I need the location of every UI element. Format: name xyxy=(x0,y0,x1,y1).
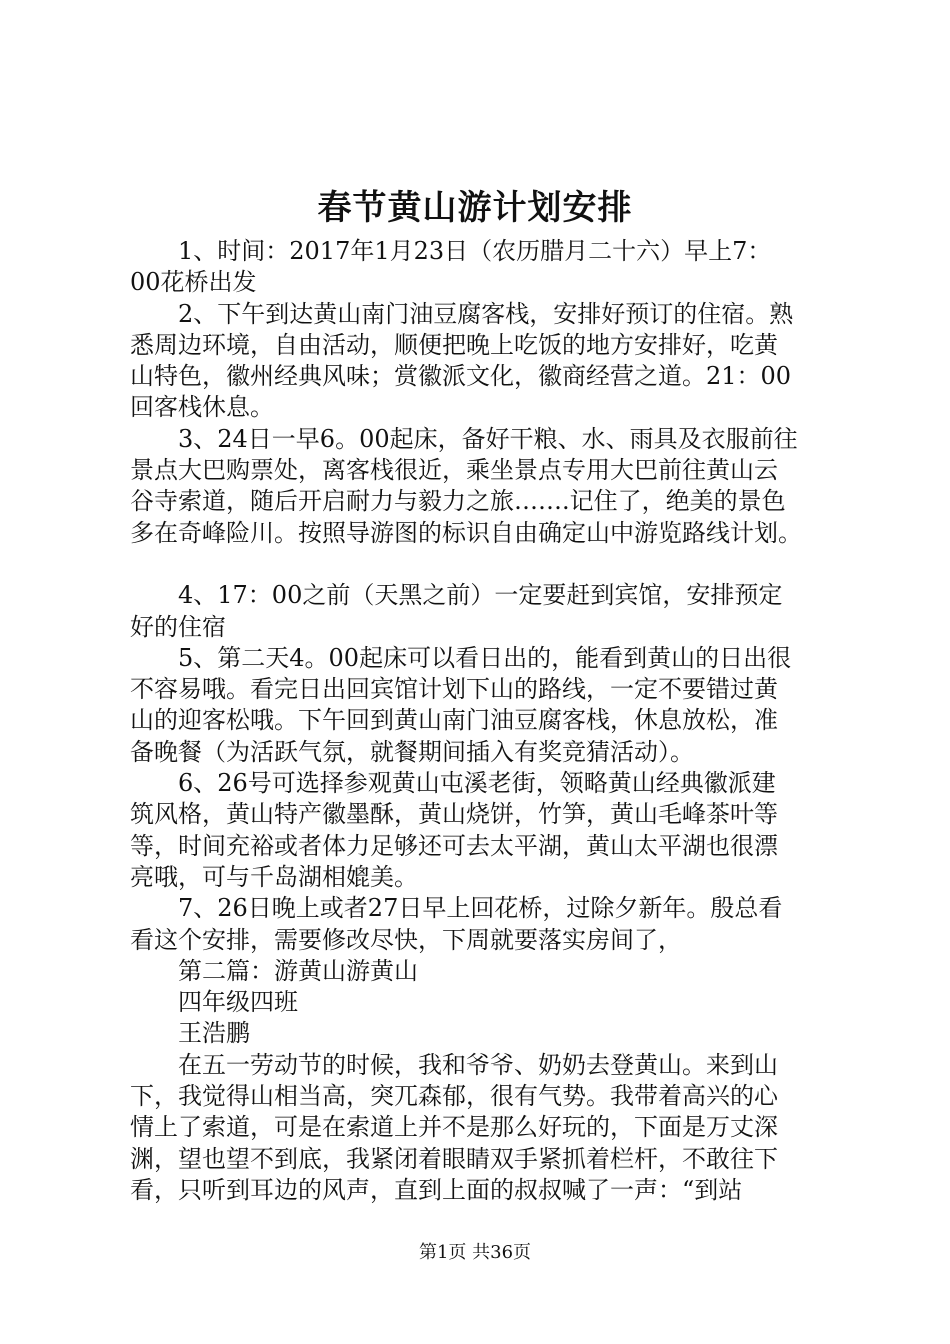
paragraph-line: 谷寺索道，随后开启耐力与毅力之旅…….记住了，绝美的景色 xyxy=(130,487,786,516)
paragraph-line: 情上了索道，可是在索道上并不是那么好玩的，下面是万丈深 xyxy=(130,1113,778,1142)
paragraph-line: 2、下午到达黄山南门油豆腐客栈，安排好预订的住宿。熟 xyxy=(178,299,794,328)
document-title: 春节黄山游计划安排 xyxy=(317,188,633,228)
paragraph-line: 1、时间：2017年1月23日（农历腊月二十六）早上7： xyxy=(178,237,772,265)
paragraph-line: 山特色，徽州经典风味；赏徽派文化，徽商经营之道。21：00 xyxy=(130,362,792,391)
paragraph-gap xyxy=(130,549,830,580)
paragraph-line: 山的迎客松哦。下午回到黄山南门油豆腐客栈，休息放松，准 xyxy=(130,706,778,735)
paragraph-line: 景点大巴购票处，离客栈很近，乘坐景点专用大巴前往黄山云 xyxy=(130,456,778,485)
class-name: 四年级四班 xyxy=(178,988,298,1017)
document-body xyxy=(130,236,830,1206)
paragraph-line: 00花桥出发 xyxy=(130,268,257,297)
paragraph-line: 回客栈休息。 xyxy=(130,393,274,422)
paragraph-line: 亮哦，可与千岛湖相媲美。 xyxy=(130,862,418,891)
paragraph-line: 悉周边环境，自由活动，顺便把晚上吃饭的地方安排好，吃黄 xyxy=(130,330,778,359)
paragraph-line: 5、第二天4。00起床可以看日出的，能看到黄山的日出很 xyxy=(178,643,792,672)
paragraph-line: 多在奇峰险川。按照导游图的标识自由确定山中游览路线计划。 xyxy=(130,518,802,547)
paragraph-line: 好的住宿 xyxy=(130,612,226,641)
paragraph-line: 在五一劳动节的时候，我和爷爷、奶奶去登黄山。来到山 xyxy=(178,1050,778,1079)
paragraph-line: 6、26号可选择参观黄山屯溪老街，领略黄山经典徽派建 xyxy=(178,769,776,798)
paragraph-line: 看，只听到耳边的风声，直到上面的叔叔喊了一声：“到站 xyxy=(130,1175,743,1204)
paragraph-line: 下，我觉得山相当高，突兀森郁，很有气势。我带着高兴的心 xyxy=(130,1082,778,1111)
paragraph-line: 等，时间充裕或者体力足够还可去太平湖，黄山太平湖也很漂 xyxy=(130,831,778,860)
paragraph-line: 3、24日一早6。00起床，备好干粮、水、雨具及衣服前往 xyxy=(178,424,798,453)
author-name: 王浩鹏 xyxy=(178,1019,250,1048)
paragraph-line: 7、26日晚上或者27日早上回花桥，过除夕新年。殷总看 xyxy=(178,894,783,923)
paragraph-line: 4、17：00之前（天黑之前）一定要赶到宾馆，安排预定 xyxy=(178,581,783,610)
paragraph-line: 备晚餐（为活跃气氛，就餐期间插入有奖竞猜活动）。 xyxy=(130,737,694,766)
section-heading: 第二篇：游黄山游黄山 xyxy=(178,956,418,985)
paragraph-line: 筑风格，黄山特产徽墨酥，黄山烧饼，竹笋，黄山毛峰茶叶等 xyxy=(130,800,778,829)
page-number: 第1页 共36页 xyxy=(418,1242,532,1263)
paragraph-line: 看这个安排，需要修改尽快，下周就要落实房间了， xyxy=(130,925,682,954)
paragraph-line: 渊，望也望不到底，我紧闭着眼睛双手紧抓着栏杆，不敢往下 xyxy=(130,1144,778,1173)
paragraph-line: 不容易哦。看完日出回宾馆计划下山的路线，一定不要错过黄 xyxy=(130,675,778,704)
